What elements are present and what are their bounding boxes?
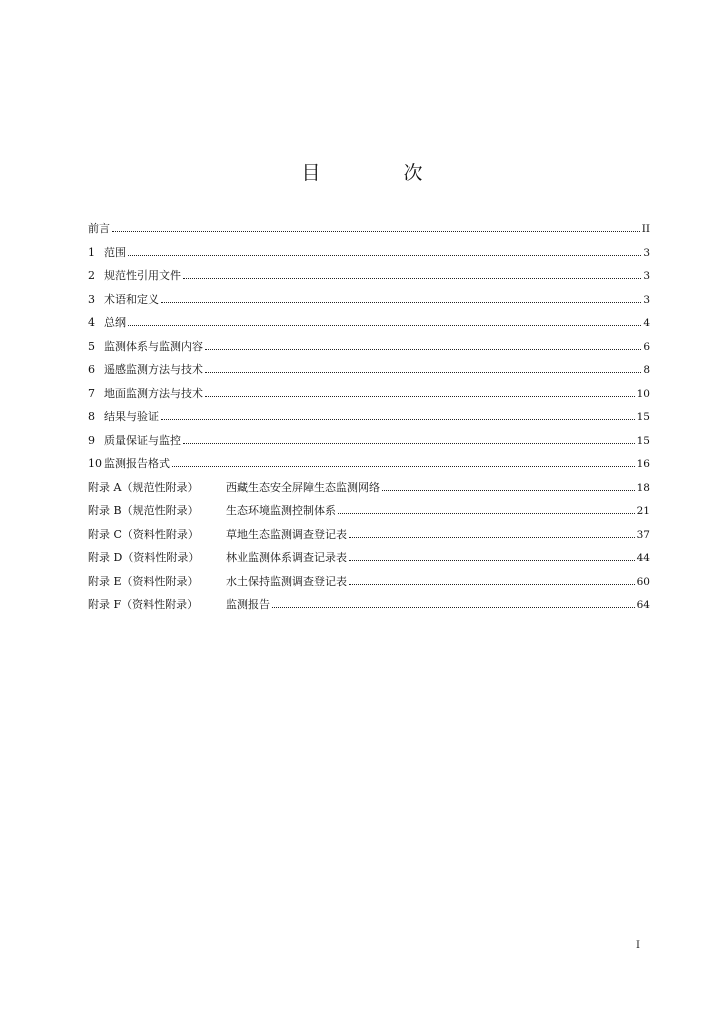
toc-leader-dots <box>272 607 635 608</box>
toc-appendix-b[interactable] <box>88 502 650 526</box>
toc-leader-dots <box>349 584 635 585</box>
toc-leader-dots <box>349 560 635 561</box>
toc-entry-label <box>88 526 347 543</box>
toc-entry-label <box>88 479 380 496</box>
toc-leader-dots <box>161 302 641 303</box>
toc-entry-number: 3 <box>88 292 95 306</box>
toc-entry-text: 监测报告 <box>226 598 270 611</box>
toc-entry-9[interactable] <box>88 432 650 456</box>
toc-entry-label <box>88 408 159 425</box>
toc-entry-2[interactable] <box>88 267 650 291</box>
toc-entry-text: 西藏生态安全屏障生态监测网络 <box>226 480 380 494</box>
toc-entry-page: 6 <box>643 340 650 353</box>
toc-entry-label <box>88 549 347 566</box>
toc-entry-page: 8 <box>643 364 650 376</box>
toc-leader-dots <box>349 537 635 538</box>
toc-entry-label: 前言 <box>88 222 110 235</box>
toc-entry-label <box>88 291 159 308</box>
toc-entry-label <box>88 314 126 331</box>
toc-entry-text: 质量保证与监控 <box>104 433 181 447</box>
toc-entry-label <box>88 596 270 613</box>
appendix-tag: 附录 A（规范性附录） <box>88 480 199 494</box>
toc-entry-text: 草地生态监测调查登记表 <box>226 527 347 541</box>
toc-leader-dots <box>382 490 635 491</box>
toc-entry-label <box>88 267 181 284</box>
toc-entry-page: 64 <box>636 599 650 611</box>
appendix-tag: 附录 F（资料性附录） <box>88 598 199 611</box>
toc-entry-6[interactable] <box>88 361 650 385</box>
toc-entry-preface[interactable] <box>88 220 650 244</box>
toc-entry-page: 10 <box>636 387 650 400</box>
toc-entry-page: 21 <box>636 505 650 517</box>
toc-entry-label <box>88 573 347 590</box>
toc-leader-dots <box>338 513 635 514</box>
toc-leader-dots <box>205 396 635 397</box>
toc-entry-text: 总纲 <box>104 316 126 329</box>
toc-appendix-e[interactable] <box>88 573 650 597</box>
toc-entry-number: 2 <box>88 269 95 282</box>
toc-appendix-a[interactable] <box>88 479 650 503</box>
toc-entry-label <box>88 502 336 519</box>
toc-entry-number: 1 <box>88 245 95 259</box>
toc-leader-dots <box>205 372 641 373</box>
toc-entry-page: 18 <box>636 481 650 494</box>
toc-entry-text: 地面监测方法与技术 <box>104 386 203 400</box>
toc-entry-number: 4 <box>88 316 95 329</box>
page-title: 目 次 <box>301 162 455 184</box>
toc-entry-text: 生态环境监测控制体系 <box>226 504 336 517</box>
toc-entry-page: 3 <box>643 246 650 259</box>
page-number: I <box>636 940 640 951</box>
toc-entry-5[interactable] <box>88 338 650 362</box>
toc-appendix-f[interactable] <box>88 596 650 620</box>
toc-entry-page: 3 <box>643 270 650 282</box>
appendix-tag: 附录 D（资料性附录） <box>88 551 200 564</box>
toc-entry-text: 结果与验证 <box>104 410 159 423</box>
toc-entry-page: 4 <box>643 317 650 329</box>
toc-entry-number: 6 <box>88 363 95 376</box>
toc-entry-text: 林业监测体系调查记录表 <box>226 551 347 564</box>
toc-entry-3[interactable] <box>88 291 650 315</box>
toc-entry-1[interactable] <box>88 244 650 268</box>
toc-leader-dots <box>128 325 641 326</box>
toc-entry-10[interactable] <box>88 455 650 479</box>
toc-entry-text: 监测报告格式 <box>104 457 170 470</box>
toc-entry-page: 37 <box>636 528 650 541</box>
toc-entry-page: 44 <box>636 552 650 564</box>
toc-entry-number: 10 <box>88 457 102 470</box>
appendix-tag: 附录 C（资料性附录） <box>88 527 199 541</box>
toc-entry-number: 8 <box>88 410 95 423</box>
toc-entry-4[interactable] <box>88 314 650 338</box>
toc-leader-dots <box>161 419 635 420</box>
toc-entry-text: 术语和定义 <box>104 292 159 306</box>
toc-entry-page: 60 <box>636 575 650 588</box>
toc-leader-dots <box>183 443 635 444</box>
toc-entry-page: 3 <box>643 293 650 306</box>
toc-entry-text: 遥感监测方法与技术 <box>104 363 203 376</box>
toc-appendix-d[interactable] <box>88 549 650 573</box>
appendix-tag: 附录 B（规范性附录） <box>88 504 199 517</box>
toc-entry-page: II <box>641 223 650 235</box>
toc-leader-dots <box>172 466 635 467</box>
toc-entry-text: 范围 <box>104 245 126 259</box>
toc-entry-number: 9 <box>88 433 95 447</box>
toc-entry-page: 15 <box>636 434 650 447</box>
toc-leader-dots <box>205 349 641 350</box>
appendix-tag: 附录 E（资料性附录） <box>88 574 199 588</box>
toc-entry-7[interactable] <box>88 385 650 409</box>
toc-entry-text: 水土保持监测调查登记表 <box>226 574 347 588</box>
toc-entry-page: 16 <box>636 458 650 470</box>
toc-entry-8[interactable] <box>88 408 650 432</box>
toc-entry-label <box>88 244 126 261</box>
toc-entry-label <box>88 338 203 355</box>
toc-entry-label <box>88 385 203 402</box>
toc-entry-page: 15 <box>636 411 650 423</box>
toc-leader-dots <box>128 255 641 256</box>
toc-appendix-c[interactable] <box>88 526 650 550</box>
toc-leader-dots <box>112 231 640 232</box>
table-of-contents <box>88 220 650 620</box>
toc-entry-label <box>88 361 203 378</box>
toc-entry-number: 7 <box>88 386 95 400</box>
toc-entry-label <box>88 455 170 472</box>
toc-entry-text: 规范性引用文件 <box>104 269 181 282</box>
toc-entry-number: 5 <box>88 339 95 353</box>
toc-entry-text: 监测体系与监测内容 <box>104 339 203 353</box>
toc-entry-label <box>88 432 181 449</box>
toc-leader-dots <box>183 278 641 279</box>
